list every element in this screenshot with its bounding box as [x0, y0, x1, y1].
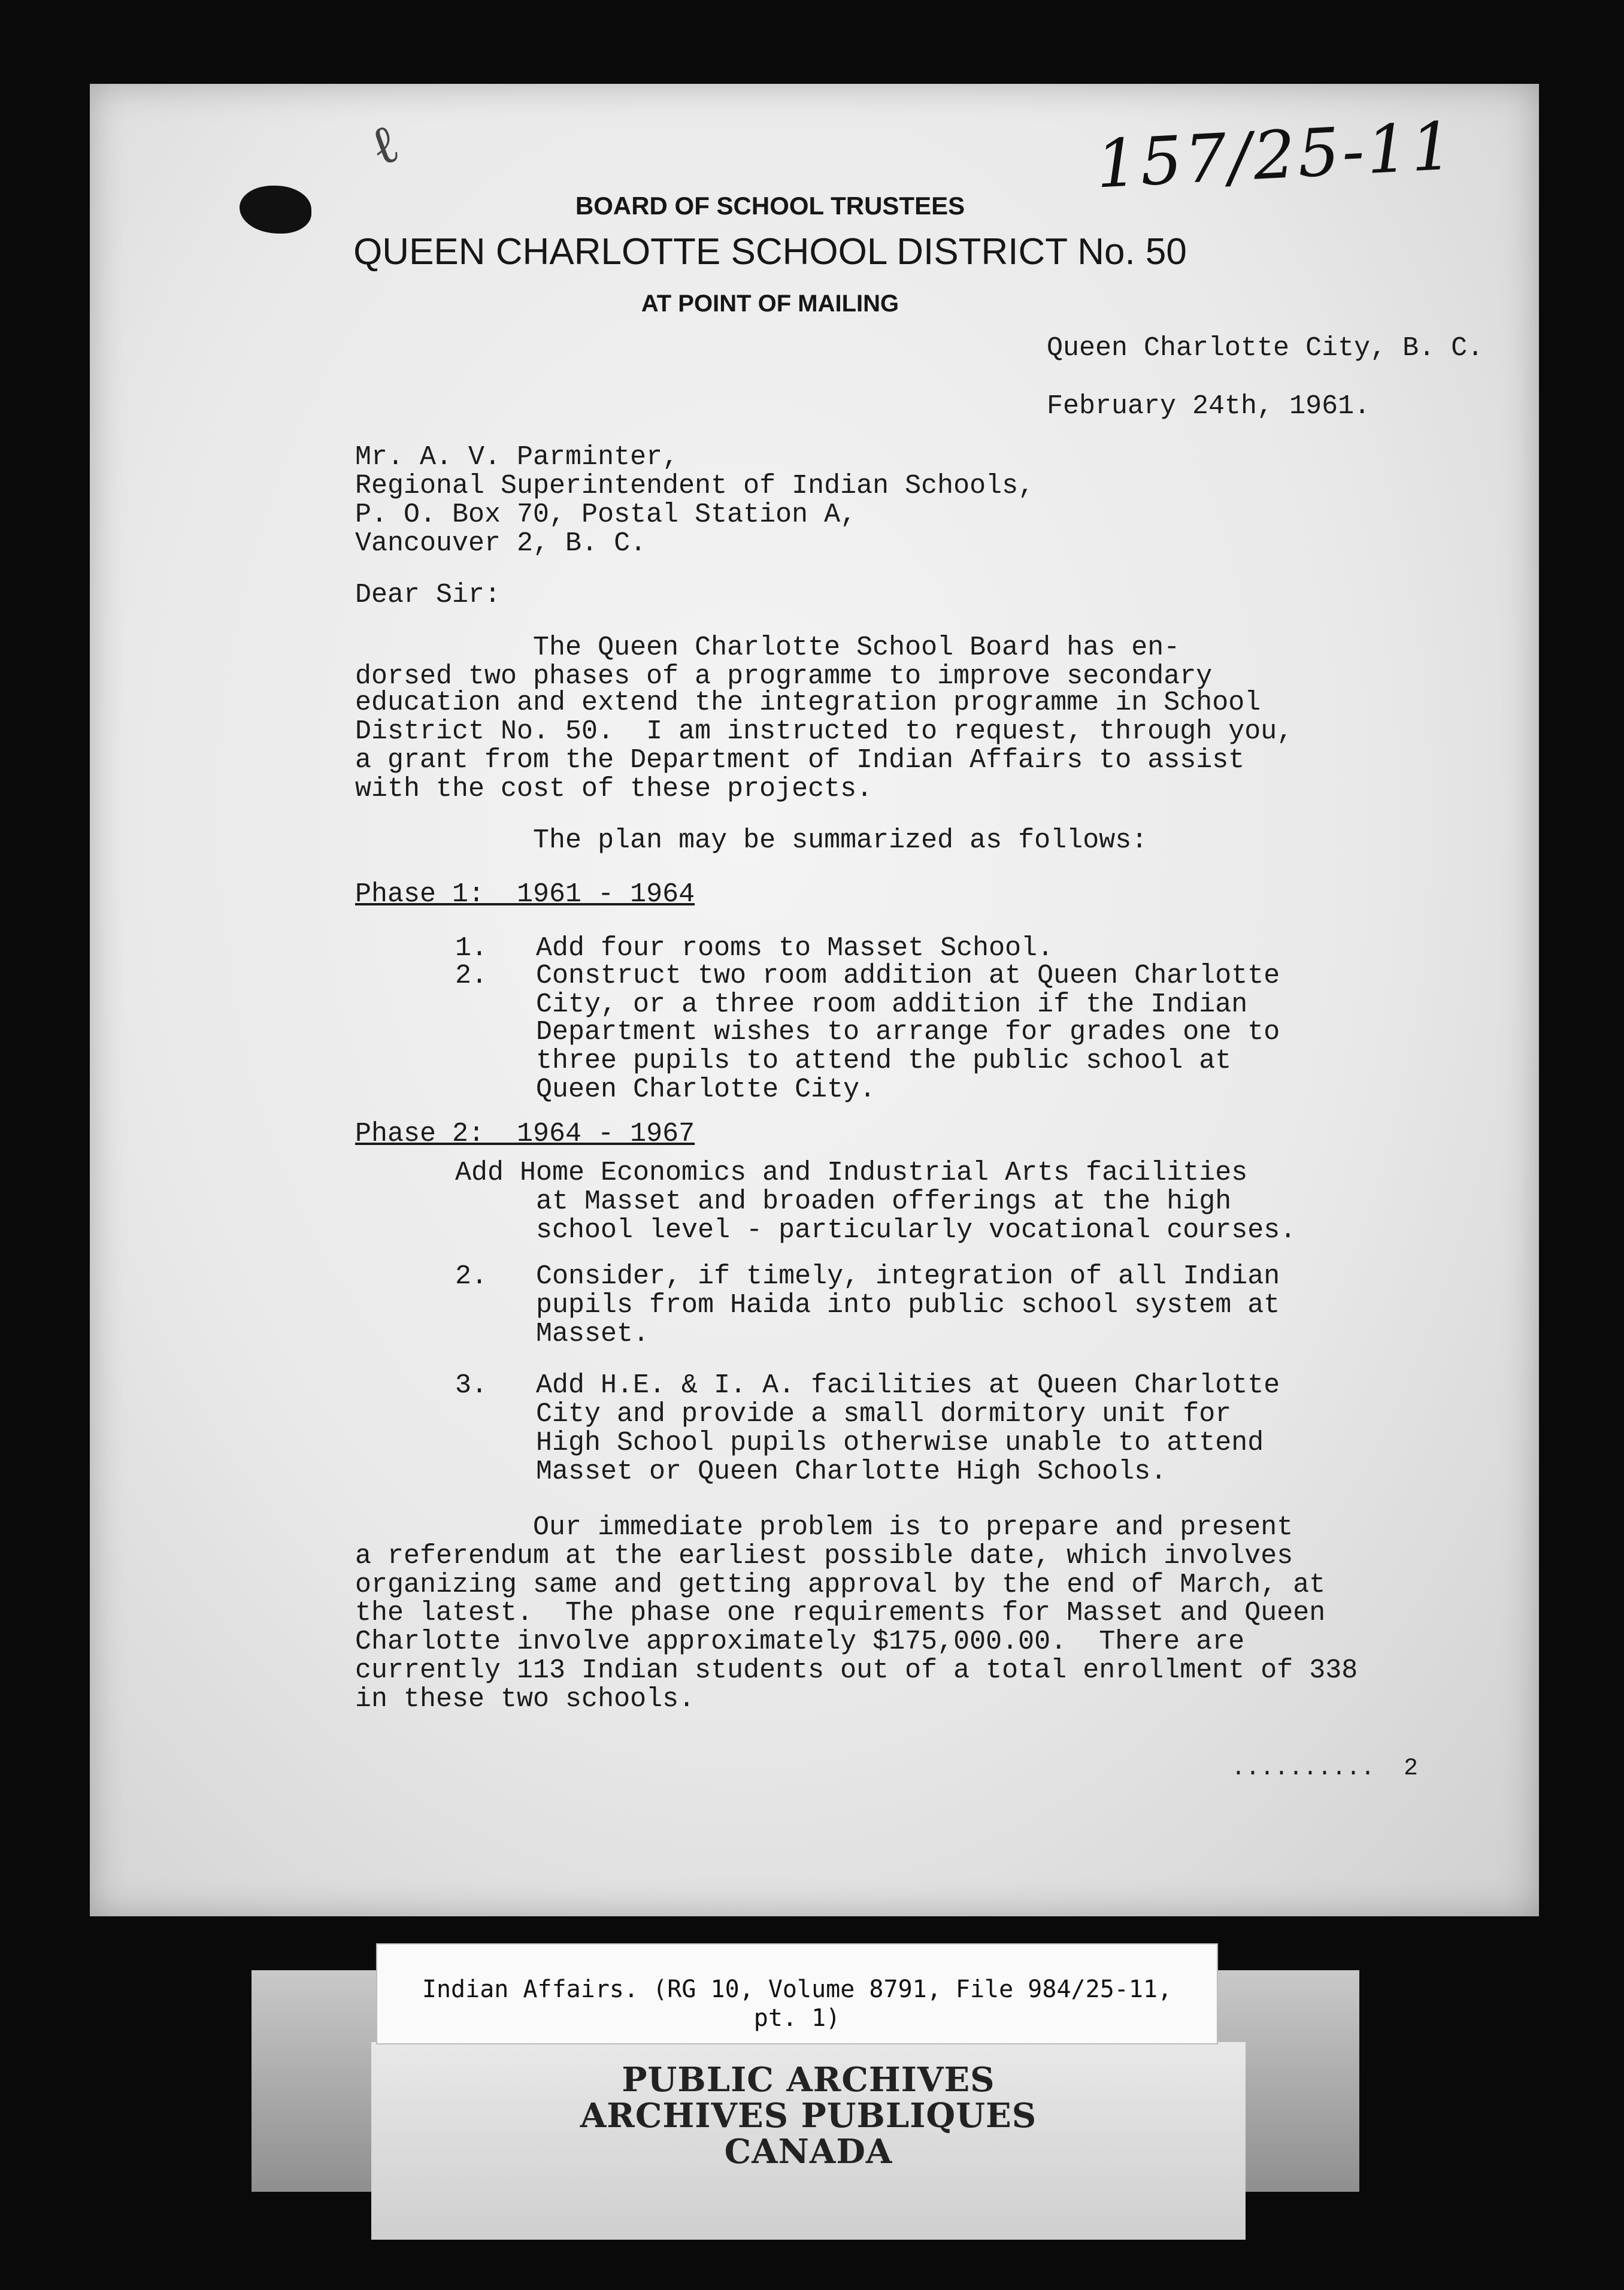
paragraph-line: Our immediate problem is to prepare and present	[355, 1512, 1293, 1543]
paragraph-2: The plan may be summarized as follows:	[355, 825, 1148, 856]
list-item: High School pupils otherwise unable to attend	[455, 1428, 1264, 1458]
paragraph-line: currently 113 Indian students out of a total enrollment of 338	[355, 1655, 1358, 1686]
list-item: three pupils to attend the public school at	[455, 1046, 1232, 1076]
list-item: Department wishes to arrange for grades one to	[455, 1017, 1280, 1047]
addressee-line: Mr. A. V. Parminter,	[355, 442, 679, 472]
list-item: 2. Construct two room addition at Queen Charlotte	[455, 961, 1280, 991]
place-line: Queen Charlotte City, B. C.	[1047, 333, 1484, 364]
list-item: City and provide a small dormitory unit for	[455, 1399, 1232, 1429]
archive-reference-slip	[376, 1943, 1218, 2044]
stamp-line-2: ARCHIVES PUBLIQUES	[580, 2096, 1037, 2135]
stamp-line-1: PUBLIC ARCHIVES	[622, 2060, 995, 2100]
list-item: school level - particularly vocational courses.	[455, 1215, 1296, 1246]
continuation-marker: .......... 2	[1231, 1755, 1419, 1782]
stamp-line-3: CANADA	[724, 2132, 893, 2171]
date-line: February 24th, 1961.	[1047, 391, 1371, 422]
list-item: Masset or Queen Charlotte High Schools.	[455, 1456, 1167, 1487]
list-item: pupils from Haida into public school system at	[455, 1290, 1280, 1320]
paragraph-line: District No. 50. I am instructed to request, through you,	[355, 716, 1293, 747]
list-item: Masset.	[455, 1319, 650, 1349]
paragraph-line: in these two schools.	[355, 1684, 695, 1715]
list-item: Add Home Economics and Industrial Arts facilities	[455, 1158, 1248, 1188]
addressee-line: P. O. Box 70, Postal Station A,	[355, 499, 857, 530]
paragraph-line: a grant from the Department of Indian Affairs to assist	[355, 745, 1245, 776]
handwritten-file-number: 157/25-11	[1094, 107, 1458, 203]
paragraph-line: the latest. The phase one requirements for Masset and Queen	[355, 1598, 1326, 1628]
paragraph-line: Charlotte involve approximately $175,000.00. There are	[355, 1626, 1245, 1657]
letterhead-line3: AT POINT OF MAILING	[641, 290, 899, 317]
paragraph-line: The Queen Charlotte School Board has en-	[355, 632, 1180, 663]
paragraph-line: organizing same and getting approval by the end of March, at	[355, 1570, 1326, 1600]
list-item: Queen Charlotte City.	[455, 1074, 876, 1105]
paragraph-line: dorsed two phases of a programme to improve secondary	[355, 661, 1213, 692]
phase2-heading: Phase 2: 1964 - 1967	[355, 1119, 695, 1149]
paragraph-line: a referendum at the earliest possible date, which involves	[355, 1541, 1293, 1571]
slip-line-1: Indian Affairs. (RG 10, Volume 8791, File 984/25-11,	[422, 1976, 1172, 2003]
list-item: 3. Add H.E. & I. A. facilities at Queen Charlotte	[455, 1370, 1280, 1401]
pencil-scribble: ℓ	[361, 111, 407, 180]
salutation: Dear Sir:	[355, 580, 501, 610]
list-item: 2. Consider, if timely, integration of all Indian	[455, 1261, 1280, 1292]
phase1-heading: Phase 1: 1961 - 1964	[355, 879, 695, 910]
list-item: 1. Add four rooms to Masset School.	[455, 933, 1054, 964]
list-item: City, or a three room addition if the Indian	[455, 989, 1248, 1020]
letterhead-line1: BOARD OF SCHOOL TRUSTEES	[575, 192, 965, 220]
paragraph-line: with the cost of these projects.	[355, 774, 873, 804]
slip-line-2: pt. 1)	[753, 2004, 841, 2032]
addressee-line: Vancouver 2, B. C.	[355, 528, 647, 559]
paragraph-line: education and extend the integration programme in School	[355, 687, 1261, 718]
letterhead-line2: QUEEN CHARLOTTE SCHOOL DISTRICT No. 50	[353, 231, 1187, 272]
list-item: at Masset and broaden offerings at the high	[455, 1186, 1232, 1217]
addressee-line: Regional Superintendent of Indian Schools,	[355, 471, 1035, 501]
